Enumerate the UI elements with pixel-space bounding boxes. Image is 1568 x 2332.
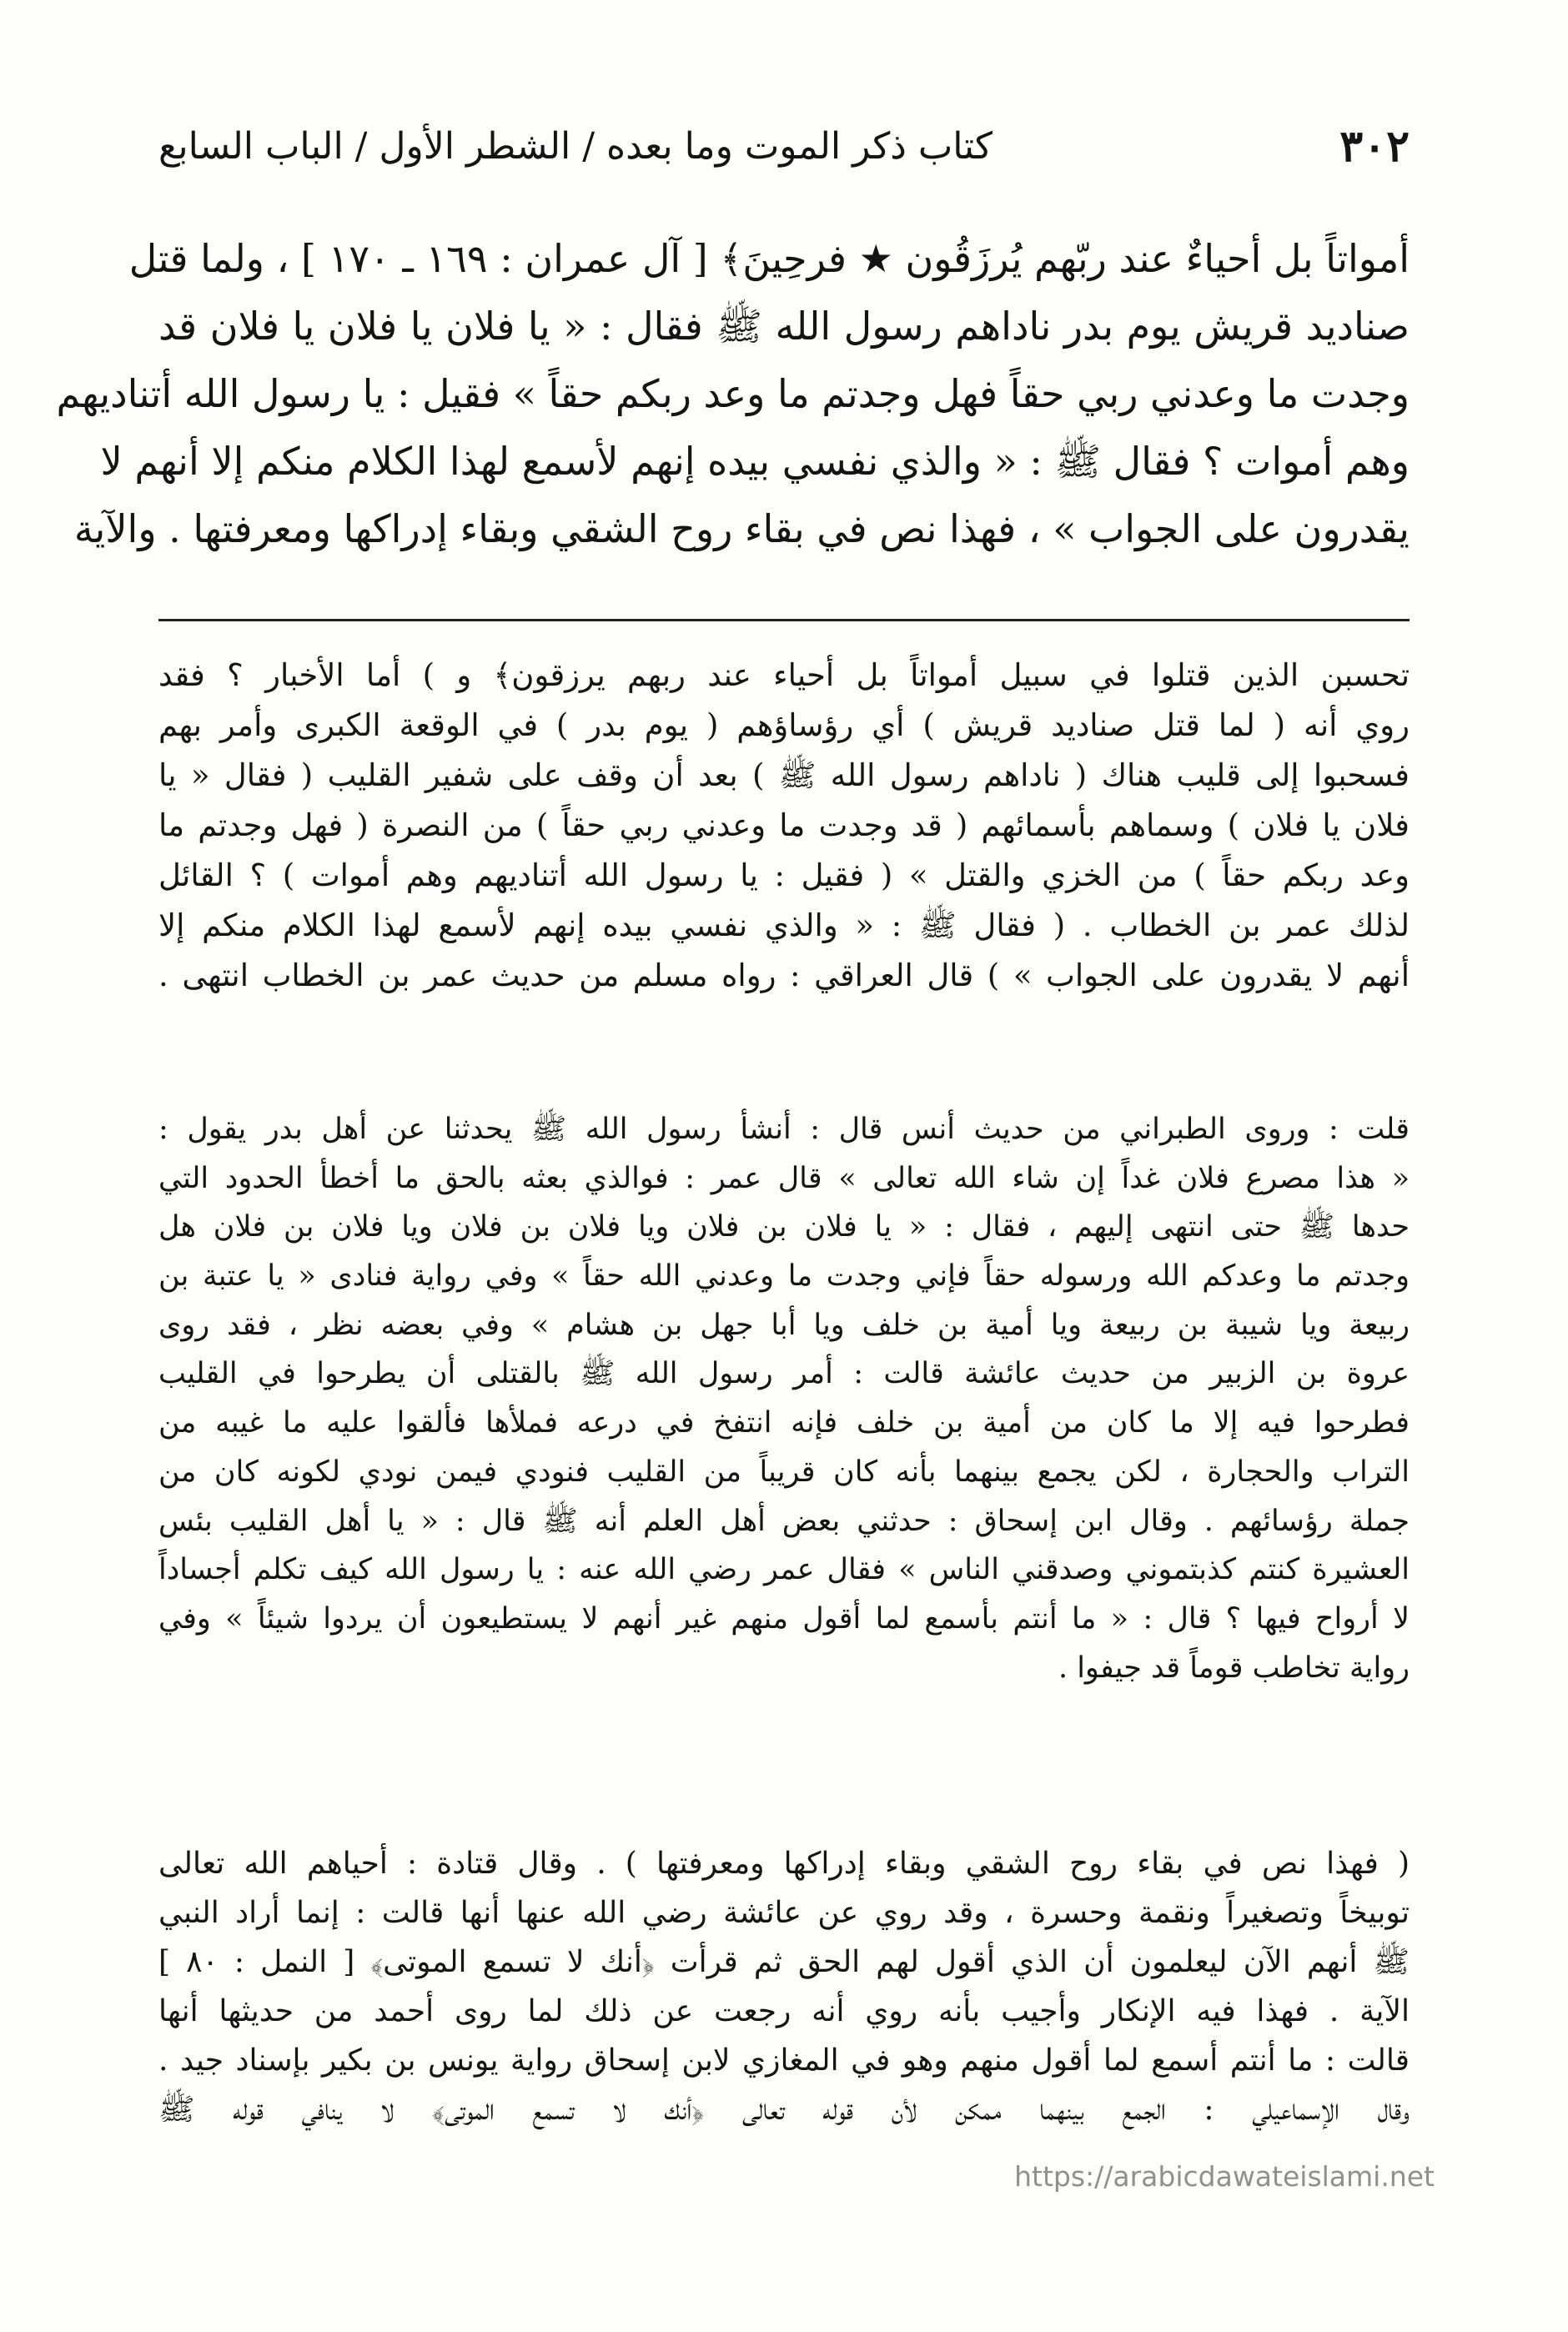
text-line: حدها ﷺ حتى انتهى إليهم ، فقال : « يا فلان بن فلان ويا فلان بن فلان ويا فلان بن فلان هل [158,1210,1410,1244]
separator-rule [158,619,1410,621]
running-title: كتاب ذكر الموت وما بعده / الشطر الأول / الباب السابع [158,124,993,168]
text-line: صناديد قريش يوم بدر ناداهم رسول الله ﷺ فقال : « يا فلان يا فلان يا فلان قد [158,304,1410,349]
text-line: وجدتم ما وعدكم الله ورسوله حقاً فإني وجدت ما وعدني الله حقاً » وفي رواية فنادى « يا عتبة بن [158,1259,1410,1294]
text-line: العشيرة كنتم كذبتموني وصدقني الناس » فقال عمر رضي الله عنه : يا رسول الله كيف تكلم أجساداً [158,1553,1410,1587]
text-line: روي أنه ( لما قتل صناديد قريش ) أي رؤساؤهم ( يوم بدر ) في الوقعة الكبرى وأمر بهم [158,707,1410,743]
text-line: وجدت ما وعدني ربي حقاً فهل وجدتم ما وعد ربكم حقاً » فقيل : يا رسول الله أتناديهم [56,371,1410,416]
text-line: قلت : وروى الطبراني من حديث أنس قال : أنشأ رسول الله ﷺ يحدثنا عن أهل بدر يقول : [158,1113,1410,1146]
text-line: وهم أموات ؟ فقال ﷺ : « والذي نفسي بيده إنهم لأسمع لهذا الكلام منكم إلا أنهم لا [100,439,1410,484]
page-number: ٣٠٢ [1339,120,1410,172]
text-line: تحسبن الذين قتلوا في سبيل أمواتاً بل أحياء عند ربهم يرزقون﴾ و ) أما الأخبار ؟ فقد [158,657,1410,693]
text-line: التراب والحجارة ، لكن يجمع بينهما بأنه كان قريباً من القليب فنودي فيمن نودي لكونه كان من [158,1455,1410,1489]
page-header [158,117,1410,175]
watermark: https://arabicdawateislami.net [1014,2160,1435,2193]
text-line: عروة بن الزبير من حديث عائشة قالت : أمر رسول الله ﷺ بالقتلى أن يطرحوا في القليب [158,1357,1410,1391]
text-line: توبيخاً وتصغيراً ونقمة وحسرة ، وقد روي عن عائشة رضي الله عنها أنها قالت : إنما أراد النبي [158,1896,1410,1930]
text-line: لا أرواح فيها ؟ قال : « ما أنتم بأسمع لما أقول منهم غير أنهم لا يستطيعون أن يردوا شيئاً » وفي [158,1601,1410,1636]
commentary-block-2 [158,1105,1410,1692]
text-line: لذلك عمر بن الخطاب . ( فقال ﷺ : « والذي نفسي بيده إنهم لأسمع لهذا الكلام منكم إلا [158,907,1410,943]
text-line: فلان يا فلان ) وسماهم بأسمائهم ( قد وجدت ما وعدني ربي حقاً ) من النصرة ( فهل وجدتم ما [158,807,1410,843]
text-line: الآية . فهذا فيه الإنكار وأجيب بأنه روي أنه رجعت عن ذلك لما روى أحمد من حديثها أنها [158,1994,1410,2028]
text-line: رواية تخاطب قوماً قد جيفوا . [1058,1651,1410,1685]
main-text [56,225,1410,563]
text-line: فطرحوا فيه إلا ما كان من أمية بن خلف فإنه انتفخ في درعه فملأها فألقوا عليه ما غيبه من [158,1406,1410,1440]
text-line: ( فهذا نص في بقاء روح الشقي وبقاء إدراكها ومعرفتها ) . وقال قتادة : أحياهم الله تعالى [158,1847,1410,1881]
text-line: وقال الإسماعيلي : الجمع بينهما ممكن لأن قوله تعالى ﴿أنك لا تسمع الموتى﴾ لا ينافي قوله ﷺ [158,2093,1410,2127]
text-line: أمواتاً بل أحياءٌ عند ربّهم يُرزَقُون ★ فرحِينَ﴾ [ آل عمران : ١٦٩ ـ ١٧٠ ] ، ولما قتل [128,236,1410,281]
commentary-block-1 [158,651,1410,1001]
text-line: وعد ربكم حقاً ) من الخزي والقتل » ( فقيل : يا رسول الله أتناديهم وهم أموات ) ؟ القائل [158,857,1410,893]
text-line: أنهم لا يقدرون على الجواب » ) قال العراقي : رواه مسلم من حديث عمر بن الخطاب انتهى . [158,957,1410,993]
commentary-block-3 [158,1839,1410,2134]
text-line: يقدرون على الجواب » ، فهذا نص في بقاء روح الشقي وبقاء إدراكها ومعرفتها . والآية [73,506,1410,551]
text-line: فسحبوا إلى قليب هناك ( ناداهم رسول الله ﷺ ) بعد أن وقف على شفير القليب ( فقال « يا [158,757,1410,793]
text-line: « هذا مصرع فلان غداً إن شاء الله تعالى » قال عمر : فوالذي بعثه بالحق ما أخطأ الحدود التي [158,1161,1410,1195]
text-line: قالت : ما أنتم أسمع لما أقول منهم وهو في المغازي لابن إسحاق رواية يونس بن بكير بإسناد جيد . [158,2043,1410,2078]
text-line: جملة رؤسائهم . وقال ابن إسحاق : حدثني بعض أهل العلم أنه ﷺ قال : « يا أهل القليب بئس [158,1504,1410,1538]
text-line: ربيعة ويا شيبة بن ربيعة ويا أمية بن خلف ويا أبا جهل بن هشام » وفي بعضه نظر ، فقد روى [158,1308,1410,1342]
text-line: ﷺ أنهم الآن ليعلمون أن الذي أقول لهم الحق ثم قرأت ﴿أنك لا تسمع الموتى﴾ [ النمل : ٨٠ ] [158,1945,1410,1979]
